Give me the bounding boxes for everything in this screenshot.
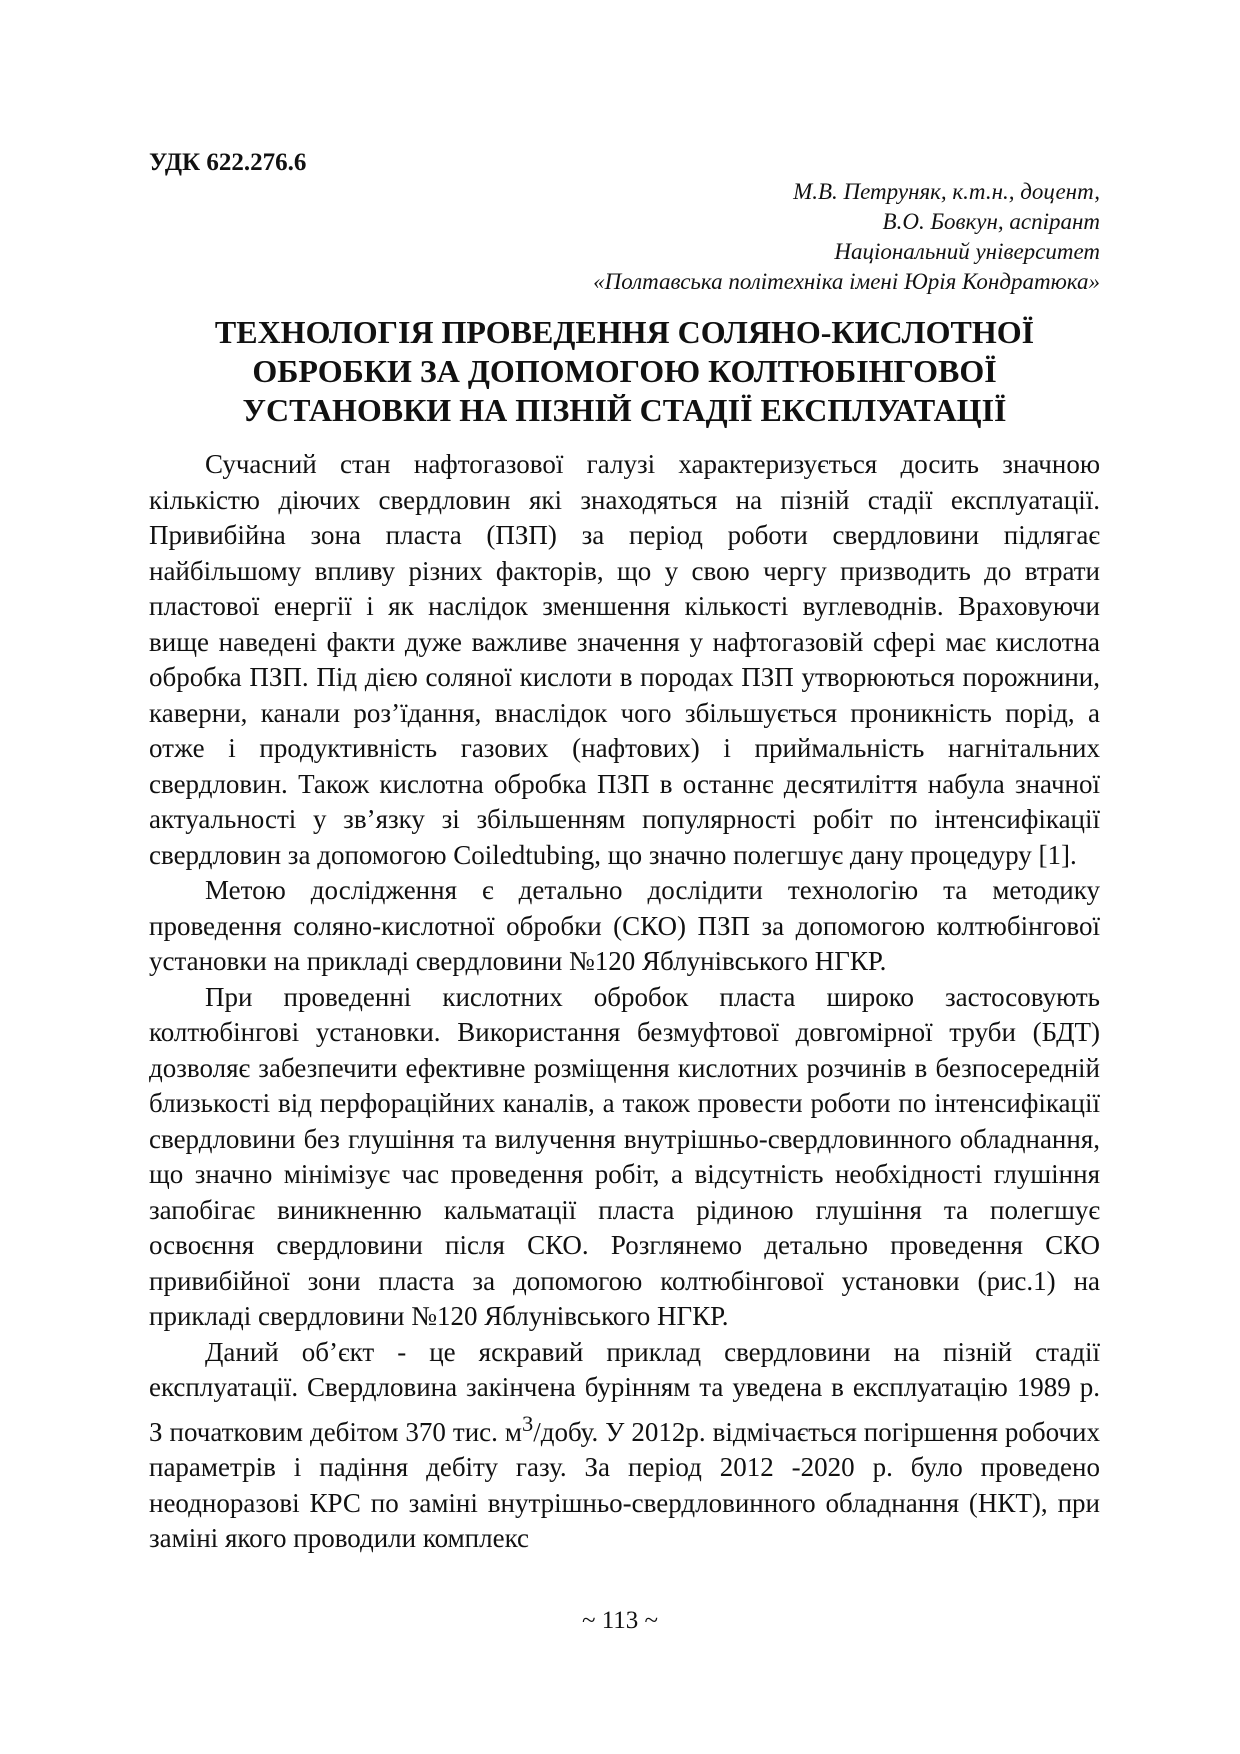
paragraph-2: Метою дослідження є детально дослідити технологію та методику проведення соляно-кислотної обробки (СКО) ПЗП за допомогою колтюбінгової установки на прикладі свердловини №120 Яблунівського НГКР. <box>149 875 1100 976</box>
affiliation-line-1: Національний університет <box>834 239 1100 264</box>
paper-title: ТЕХНОЛОГІЯ ПРОВЕДЕННЯ СОЛЯНО-КИСЛОТНОЇ ОБРОБКИ ЗА ДОПОМОГОЮ КОЛТЮБІНГОВОЇ УСТАНОВКИ НА ПІЗНІЙ СТАДІЇ ЕКСПЛУАТАЦІЇ <box>214 314 1035 428</box>
paragraph-3: При проведенні кислотних обробок пласта широко застосовують колтюбінгові установки. Використання безмуфтової довгомірної труби (БДТ) дозволяє забезпечити ефективне розміщення кислотних розчинів в безпосередній близькості від перфораційних каналів, а також провести роботи по інтенсифікації свердловини без глушіння та вилучення внутрішньо-свердловинного обладнання, що значно мінімізує час проведення робіт, а відсутність необхідності глушіння запобігає виникненню кальматації пласта рідиною глушіння та полегшує освоєння свердловини після СКО. Розглянемо детально проведення СКО привибійної зони пласта за допомогою колтюбінгової установки (рис.1) на прикладі свердловини №120 Яблунівського НГКР. <box>149 981 1100 1331</box>
paragraph-4-text-a: Даний об’єкт - це яскравий приклад свердловини на пізній стадії експлуатації. Свердловина закінчена бурінням та уведена в експлуатацію 1989 р. З початковим дебітом 370 тис. м <box>149 1336 1100 1447</box>
paragraph-1: Сучасний стан нафтогазової галузі характеризується досить значною кількістю діючих свердловин які знаходяться на пізній стадії експлуатації. Привибійна зона пласта (ПЗП) за період роботи свердловини підлягає найбільшому впливу різних факторів, що у свою чергу призводить до втрати пластової енергії і як наслідок зменшення кількості вуглеводнів. Враховуючи вище наведені факти дуже важливе значення у нафтогазовій сфері має кислотна обробка ПЗП. Під дією соляної кислоти в породах ПЗП утворюються порожнини, каверни, канали роз’їдання, внаслідок чого збільшується проникність порід, а отже і продуктивність газових (нафтових) і приймальність нагнітальних свердловин. Також кислотна обробка ПЗП в останнє десятиліття набула значної актуальності у зв’язку зі збільшенням популярності робіт по інтенсифікації свердловин за допомогою Coiledtubing, що значно полегшує дану процедуру [1]. <box>149 449 1100 870</box>
page-number: ~ 113 ~ <box>581 1607 659 1634</box>
author-line-2: В.О. Бовкун, аспірант <box>882 209 1100 234</box>
udk-code: УДК 622.276.6 <box>149 149 307 176</box>
author-line-1: М.В. Петруняк, к.т.н., доцент, <box>793 179 1100 204</box>
affiliation-line-2: «Полтавська політехніка імені Юрія Кондратюка» <box>593 269 1100 294</box>
author-block <box>593 177 1100 297</box>
paragraph-4 <box>149 1335 1100 1557</box>
body-text <box>149 447 1100 1557</box>
paragraph-4-text-b: /добу. У 2012р. відмічається погіршення робочих параметрів і падіння дебіту газу. За період 2012 -2020 р. було проведено неодноразові КРС по заміні внутрішньо-свердловинного обладнання (НКТ), при заміні якого проводили комплекс <box>149 1416 1100 1553</box>
superscript-three: 3 <box>521 1410 534 1436</box>
